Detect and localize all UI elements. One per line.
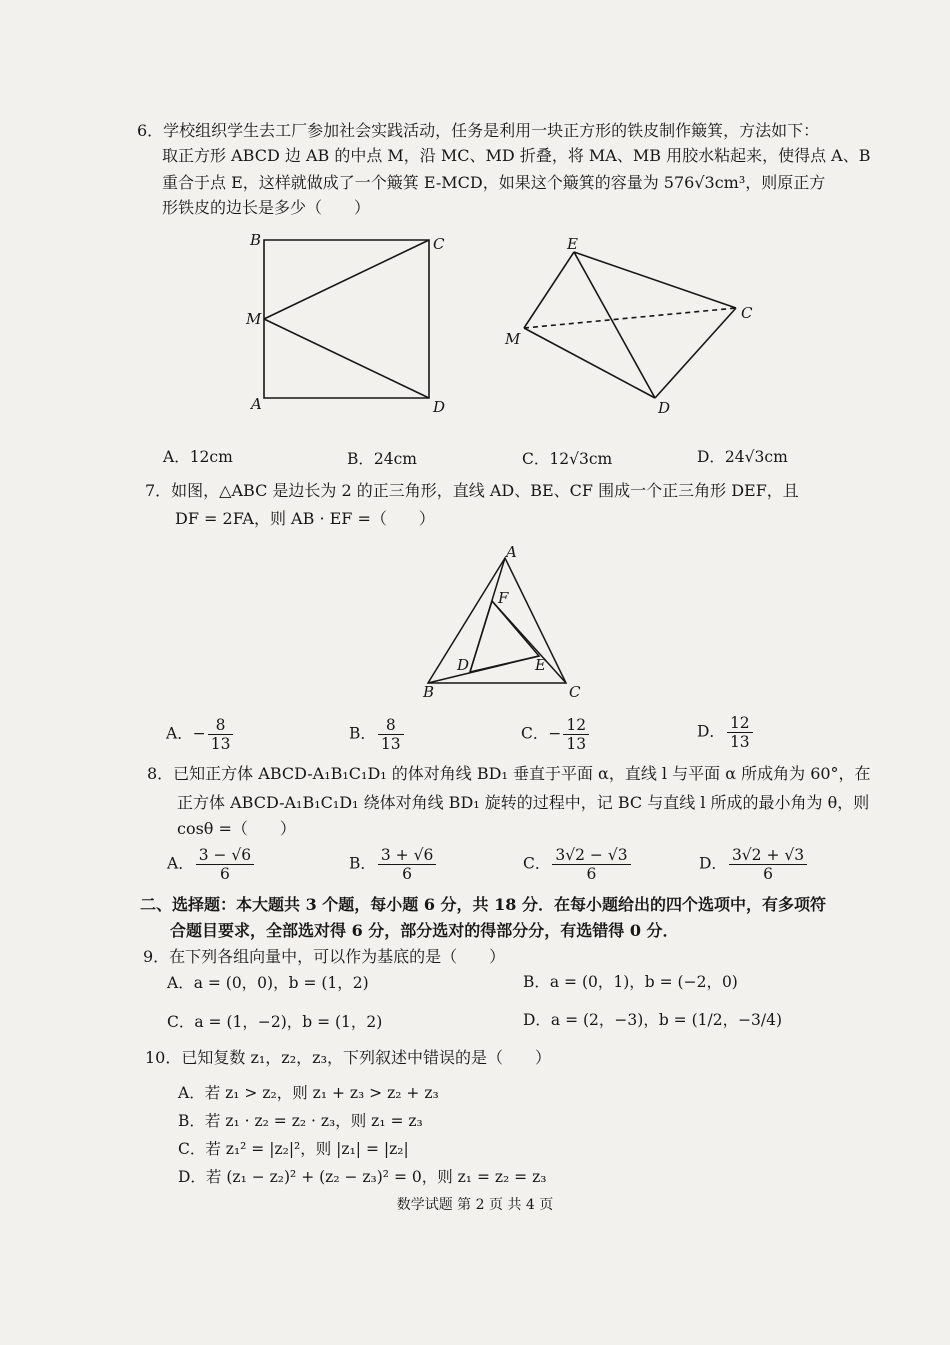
q6-option-c[interactable]: C．12√3cm: [522, 450, 613, 468]
q8-option-d[interactable]: D． $\frac{3√2 + √3}{6}$: [699, 846, 809, 883]
q9-option-b[interactable]: B．a = (0，1)，b = (−2，0): [523, 973, 738, 991]
page-footer: 数学试题 第 2 页 共 4 页: [396, 1197, 554, 1213]
q8-option-b[interactable]: B． $\frac{3 + √6}{6}$: [349, 846, 438, 883]
q8-option-c[interactable]: C． $\frac{3√2 - √3}{6}$: [523, 846, 633, 883]
fig2-label-d: D: [658, 399, 671, 417]
fig3-label-a: A: [506, 543, 517, 561]
q10-option-a[interactable]: A．若 z₁ > z₂，则 z₁ + z₃ > z₂ + z₃: [178, 1084, 439, 1102]
q10-stem: 10．已知复数 z₁，z₂，z₃，下列叙述中错误的是（ ）: [145, 1048, 551, 1067]
q7-line-1: 7．如图，△ABC 是边长为 2 的正三角形，直线 AD、BE、CF 围成一个正三角形 DEF，且: [145, 481, 799, 500]
q6-option-b[interactable]: B．24cm: [347, 450, 417, 468]
q6-option-a[interactable]: A．12cm: [163, 448, 233, 466]
q6-line-3: 重合于点 E，这样就做成了一个簸箕 E-MCD，如果这个簸箕的容量为 576√3cm³，则原正方: [162, 173, 826, 192]
q6-line-2: 取正方形 ABCD 边 AB 的中点 M，沿 MC、MD 折叠，将 MA、MB 用胶水粘起来，使得点 A、B: [162, 146, 871, 165]
section2-heading-2: 合题目要求，全部选对得 6 分，部分选对的得部分分，有选错得 0 分．: [170, 921, 679, 940]
q8-line-3: cosθ =（ ）: [177, 819, 296, 838]
q7-option-d[interactable]: D． $\frac{12}{13}$: [697, 714, 755, 751]
fig1-label-a: A: [251, 395, 262, 413]
section2-heading-1: 二、选择题：本大题共 3 个题，每小题 6 分，共 18 分．在每小题给出的四个选项中，有多项符: [140, 895, 826, 914]
fig2-label-c: C: [741, 304, 753, 322]
fraction: $\frac{8}{13}$: [378, 716, 404, 753]
q6-option-d[interactable]: D．24√3cm: [697, 448, 788, 466]
fig3-label-e: E: [535, 656, 546, 674]
q10-option-b[interactable]: B．若 z₁ · z₂ = z₂ · z₃，则 z₁ = z₃: [178, 1112, 423, 1130]
fig2-label-m: M: [505, 330, 521, 348]
q8-line-2: 正方体 ABCD-A₁B₁C₁D₁ 绕体对角线 BD₁ 旋转的过程中，记 BC 与直线 l 所成的最小角为 θ，则: [177, 793, 870, 812]
q10-option-c[interactable]: C．若 z₁² = |z₂|²，则 |z₁| = |z₂|: [178, 1140, 409, 1158]
fraction: $\frac{3√2 + √3}{6}$: [729, 846, 807, 883]
fig1-label-d: D: [433, 398, 446, 416]
fraction: $\frac{3 - √6}{6}$: [196, 846, 254, 883]
fraction: $\frac{12}{13}$: [727, 714, 753, 751]
fig1-label-m: M: [246, 310, 262, 328]
q9-option-c[interactable]: C．a = (1，−2)，b = (1，2): [167, 1013, 383, 1031]
q9-option-d[interactable]: D．a = (2，−3)，b = (1/2，−3/4): [523, 1011, 783, 1029]
fig2-label-e: E: [567, 235, 578, 253]
fraction: $\frac{3 + √6}{6}$: [378, 846, 436, 883]
fig1-label-c: C: [433, 235, 445, 253]
q6-line-1: 6．学校组织学生去工厂参加社会实践活动，任务是利用一块正方形的铁皮制作簸箕，方法如下：: [137, 121, 820, 140]
q7-option-c[interactable]: C．− $\frac{12}{13}$: [521, 716, 591, 753]
q8-option-a[interactable]: A． $\frac{3 - √6}{6}$: [167, 846, 256, 883]
q7-line-2: DF = 2FA，则 AB · EF =（ ）: [175, 509, 435, 528]
fig3-label-c: C: [569, 683, 581, 701]
q9-option-a[interactable]: A．a = (0，0)，b = (1，2): [167, 974, 369, 992]
fig1-label-b: B: [250, 231, 262, 249]
q7-option-a[interactable]: A．− $\frac{8}{13}$: [166, 716, 235, 753]
q7-option-b[interactable]: B． $\frac{8}{13}$: [349, 716, 406, 753]
fig3-label-b: B: [423, 683, 435, 701]
q10-option-d[interactable]: D．若 (z₁ − z₂)² + (z₂ − z₃)² = 0，则 z₁ = z₂ = z₃: [178, 1168, 547, 1186]
q8-line-1: 8．已知正方体 ABCD-A₁B₁C₁D₁ 的体对角线 BD₁ 垂直于平面 α，直线 l 与平面 α 所成角为 60°，在: [147, 764, 871, 783]
q9-stem: 9．在下列各组向量中，可以作为基底的是（ ）: [143, 947, 506, 966]
fraction: $\frac{3√2 - √3}{6}$: [552, 846, 630, 883]
fig3-label-f: F: [498, 589, 509, 607]
fraction: $\frac{12}{13}$: [563, 716, 589, 753]
q6-line-4: 形铁皮的边长是多少（ ）: [162, 198, 371, 217]
fraction: $\frac{8}{13}$: [208, 716, 234, 753]
fig3-label-d: D: [457, 656, 470, 674]
